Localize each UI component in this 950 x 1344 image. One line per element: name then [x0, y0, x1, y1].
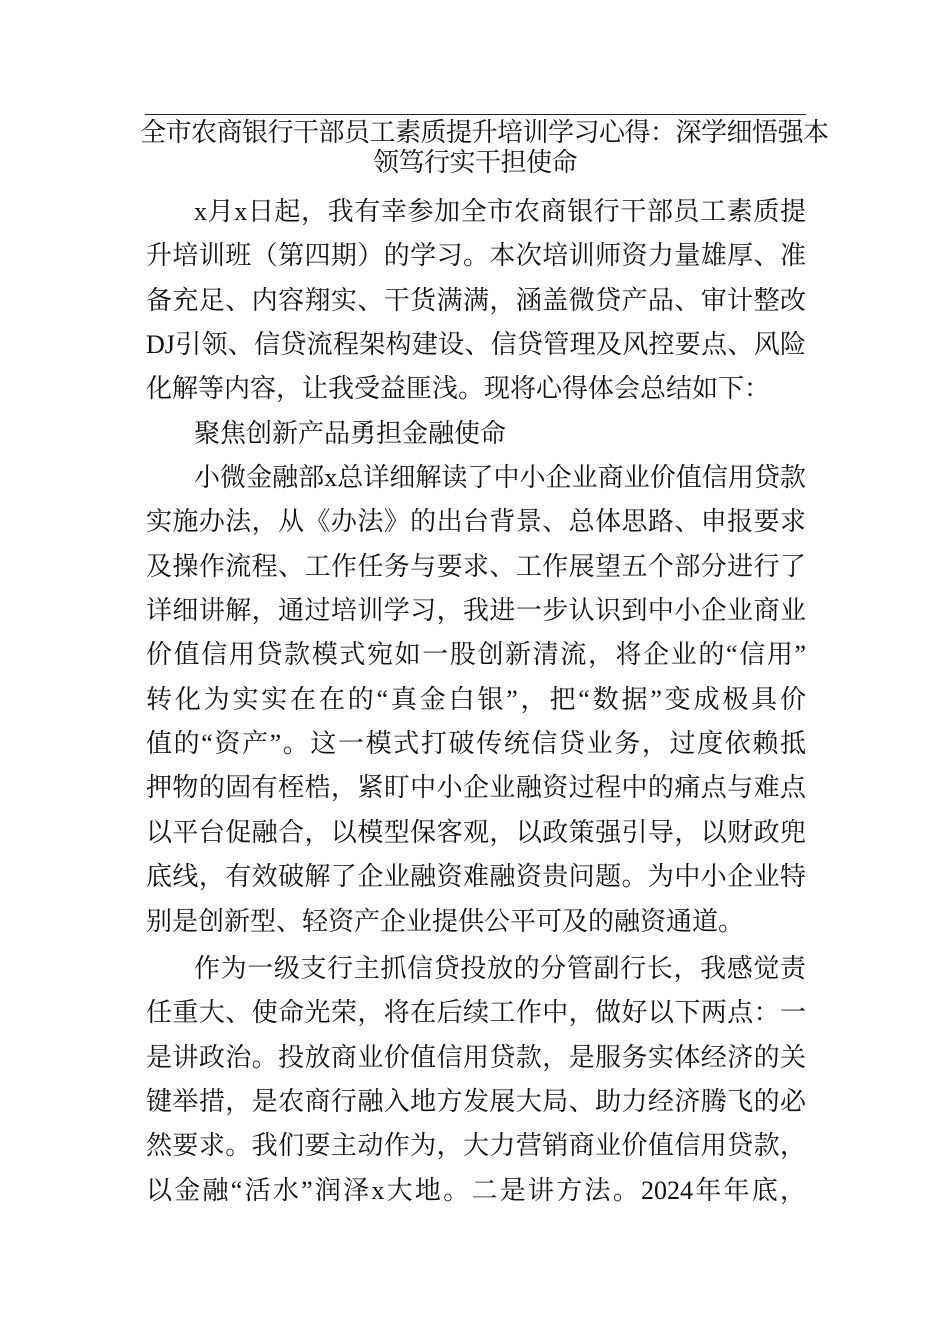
paragraph-intro	[146, 190, 806, 412]
text-line: 别是创新型、轻资产企业提供公平可及的融资通道。	[146, 906, 745, 936]
paragraph-product	[146, 456, 806, 944]
text-line: 键举措，是农商行融入地方发展大局、助力经济腾飞的必	[146, 1086, 806, 1116]
text-line: 以平台促融合，以模型保客观，以政策强引导，以财政兜	[146, 817, 806, 847]
text-line: 以金融“活水”润泽x大地。二是讲方法。2024年年底，	[146, 1175, 806, 1205]
header-rule	[145, 114, 806, 115]
text-line: 押物的固有桎梏，紧盯中小企业融资过程中的痛点与难点	[146, 773, 806, 803]
text-line: 实施办法，从《办法》的出台背景、总体思路、申报要求	[146, 507, 806, 537]
text-line: 任重大、使命光荣，将在后续工作中，做好以下两点：一	[146, 998, 806, 1028]
text-line: 及操作流程、工作任务与要求、工作展望五个部分进行了	[146, 551, 806, 581]
text-line: 值的“资产”。这一模式打破传统信贷业务，过度依赖抵	[146, 729, 806, 759]
text-line: 底线，有效破解了企业融资难融资贵问题。为中小企业特	[146, 862, 806, 892]
paragraph-duties	[146, 947, 806, 1213]
text-line: 是讲政治。投放商业价值信用贷款，是服务实体经济的关	[146, 1042, 806, 1072]
text-line: 作为一级支行主抓信贷投放的分管副行长，我感觉责	[194, 953, 806, 983]
section-heading	[146, 412, 806, 456]
text-line: 备充足、内容翔实、干货满满，涵盖微贷产品、审计整改	[146, 285, 806, 315]
text-line: 化解等内容，让我受益匪浅。现将心得体会总结如下：	[146, 374, 771, 404]
text-line: 然要求。我们要主动作为，大力营销商业价值信用贷款，	[146, 1131, 806, 1161]
document-body	[146, 190, 806, 1213]
text-line: x月x日起，我有幸参加全市农商银行干部员工素质提	[194, 197, 806, 226]
text-line: 价值信用贷款模式宛如一股创新清流，将企业的“信用”	[146, 640, 806, 670]
document-title-line-1: 全市农商银行干部员工素质提升培训学习心得：深学细悟强本	[140, 118, 829, 148]
text-line: 小微金融部x总详细解读了中小企业商业价值信用贷款	[194, 463, 806, 493]
document-title-line-2: 领笃行实干担使命	[372, 148, 577, 178]
text-line: 转化为实实在在的“真金白银”，把“数据”变成极具价	[146, 684, 806, 714]
text-line: 详细讲解，通过培训学习，我进一步认识到中小企业商业	[146, 596, 806, 626]
text-line: 升培训班（第四期）的学习。本次培训师资力量雄厚、准	[146, 241, 806, 271]
section-heading-text: 聚焦创新产品勇担金融使命	[194, 418, 507, 448]
text-line: DJ引领、信贷流程架构建设、信贷管理及风控要点、风险	[146, 330, 806, 360]
